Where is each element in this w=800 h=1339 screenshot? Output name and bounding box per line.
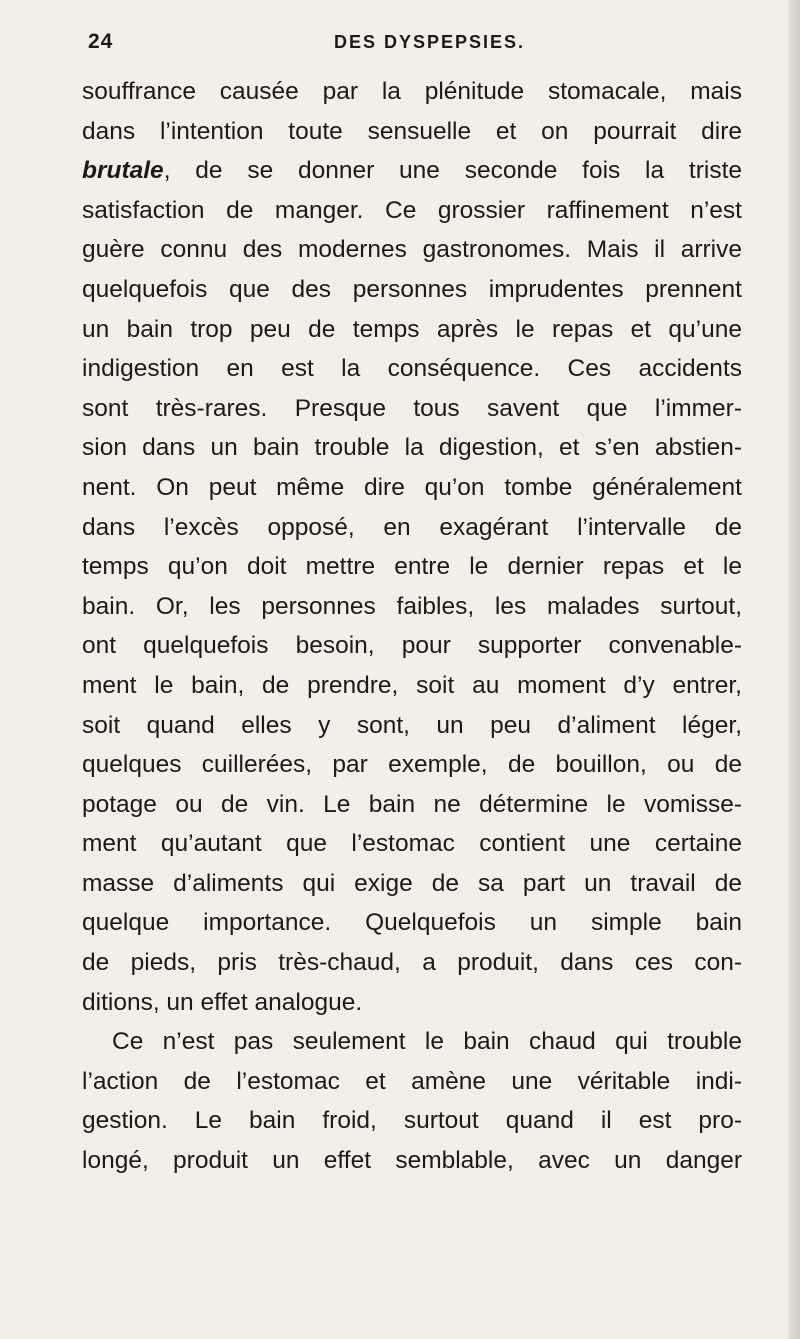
text-line: ditions, un effet analogue. bbox=[82, 988, 363, 1016]
text-line: dans l’excès opposé, en exagérant l’intervalle de bbox=[82, 513, 742, 541]
text-line: l’action de l’estomac et amène une véritable indi- bbox=[82, 1067, 742, 1095]
page-edge bbox=[788, 0, 800, 1339]
text-line: de pieds, pris très-chaud, a produit, dans ces con- bbox=[82, 949, 742, 977]
text-line: masse d’aliments qui exige de sa part un travail de bbox=[82, 869, 742, 897]
text-line: un bain trop peu de temps après le repas et qu’une bbox=[82, 315, 742, 343]
text-line: quelques cuillerées, par exemple, de bouillon, ou de bbox=[82, 751, 742, 779]
running-head: DES DYSPEPSIES. bbox=[334, 32, 526, 52]
text-line: sion dans un bain trouble la digestion, et s’en abstien- bbox=[82, 434, 742, 462]
page-number: 24 bbox=[88, 30, 114, 53]
text-line: potage ou de vin. Le bain ne détermine le vomisse- bbox=[82, 790, 742, 818]
text-line: quelquefois que des personnes imprudentes prennent bbox=[82, 275, 742, 303]
text-line: nent. On peut même dire qu’on tombe généralement bbox=[82, 473, 742, 501]
text-line: bain. Or, les personnes faibles, les malades surtout, bbox=[82, 592, 742, 620]
text-line: Ce n’est pas seulement le bain chaud qui trouble bbox=[112, 1028, 742, 1056]
text-line: ment le bain, de prendre, soit au moment d’y entrer, bbox=[82, 671, 742, 699]
text-line: sont très-rares. Presque tous savent que l’immer- bbox=[82, 394, 742, 422]
page-header bbox=[88, 30, 728, 60]
italic-word: brutale bbox=[82, 157, 164, 185]
text-line: dans l’intention toute sensuelle et on pourrait dire bbox=[82, 117, 742, 145]
text-fragment: , de se donner une seconde fois la triste bbox=[163, 157, 742, 185]
text-line bbox=[82, 151, 742, 191]
text-line: soit quand elles y sont, un peu d’aliment léger, bbox=[82, 711, 742, 739]
body-text bbox=[82, 72, 742, 1181]
text-line: longé, produit un effet semblable, avec un danger bbox=[82, 1147, 742, 1175]
text-line: indigestion en est la conséquence. Ces accidents bbox=[82, 355, 742, 383]
text-line: temps qu’on doit mettre entre le dernier repas et le bbox=[82, 553, 742, 581]
text-line: satisfaction de manger. Ce grossier raffinement n’est bbox=[82, 196, 742, 224]
text-line: quelque importance. Quelquefois un simple bain bbox=[82, 909, 742, 937]
text-line: gestion. Le bain froid, surtout quand il est pro- bbox=[82, 1107, 742, 1135]
text-line: guère connu des modernes gastronomes. Mais il arrive bbox=[82, 236, 742, 264]
text-line: ont quelquefois besoin, pour supporter convenable- bbox=[82, 632, 742, 660]
text-line: ment qu’autant que l’estomac contient une certaine bbox=[82, 830, 742, 858]
text-line: souffrance causée par la plénitude stomacale, mais bbox=[82, 78, 742, 105]
